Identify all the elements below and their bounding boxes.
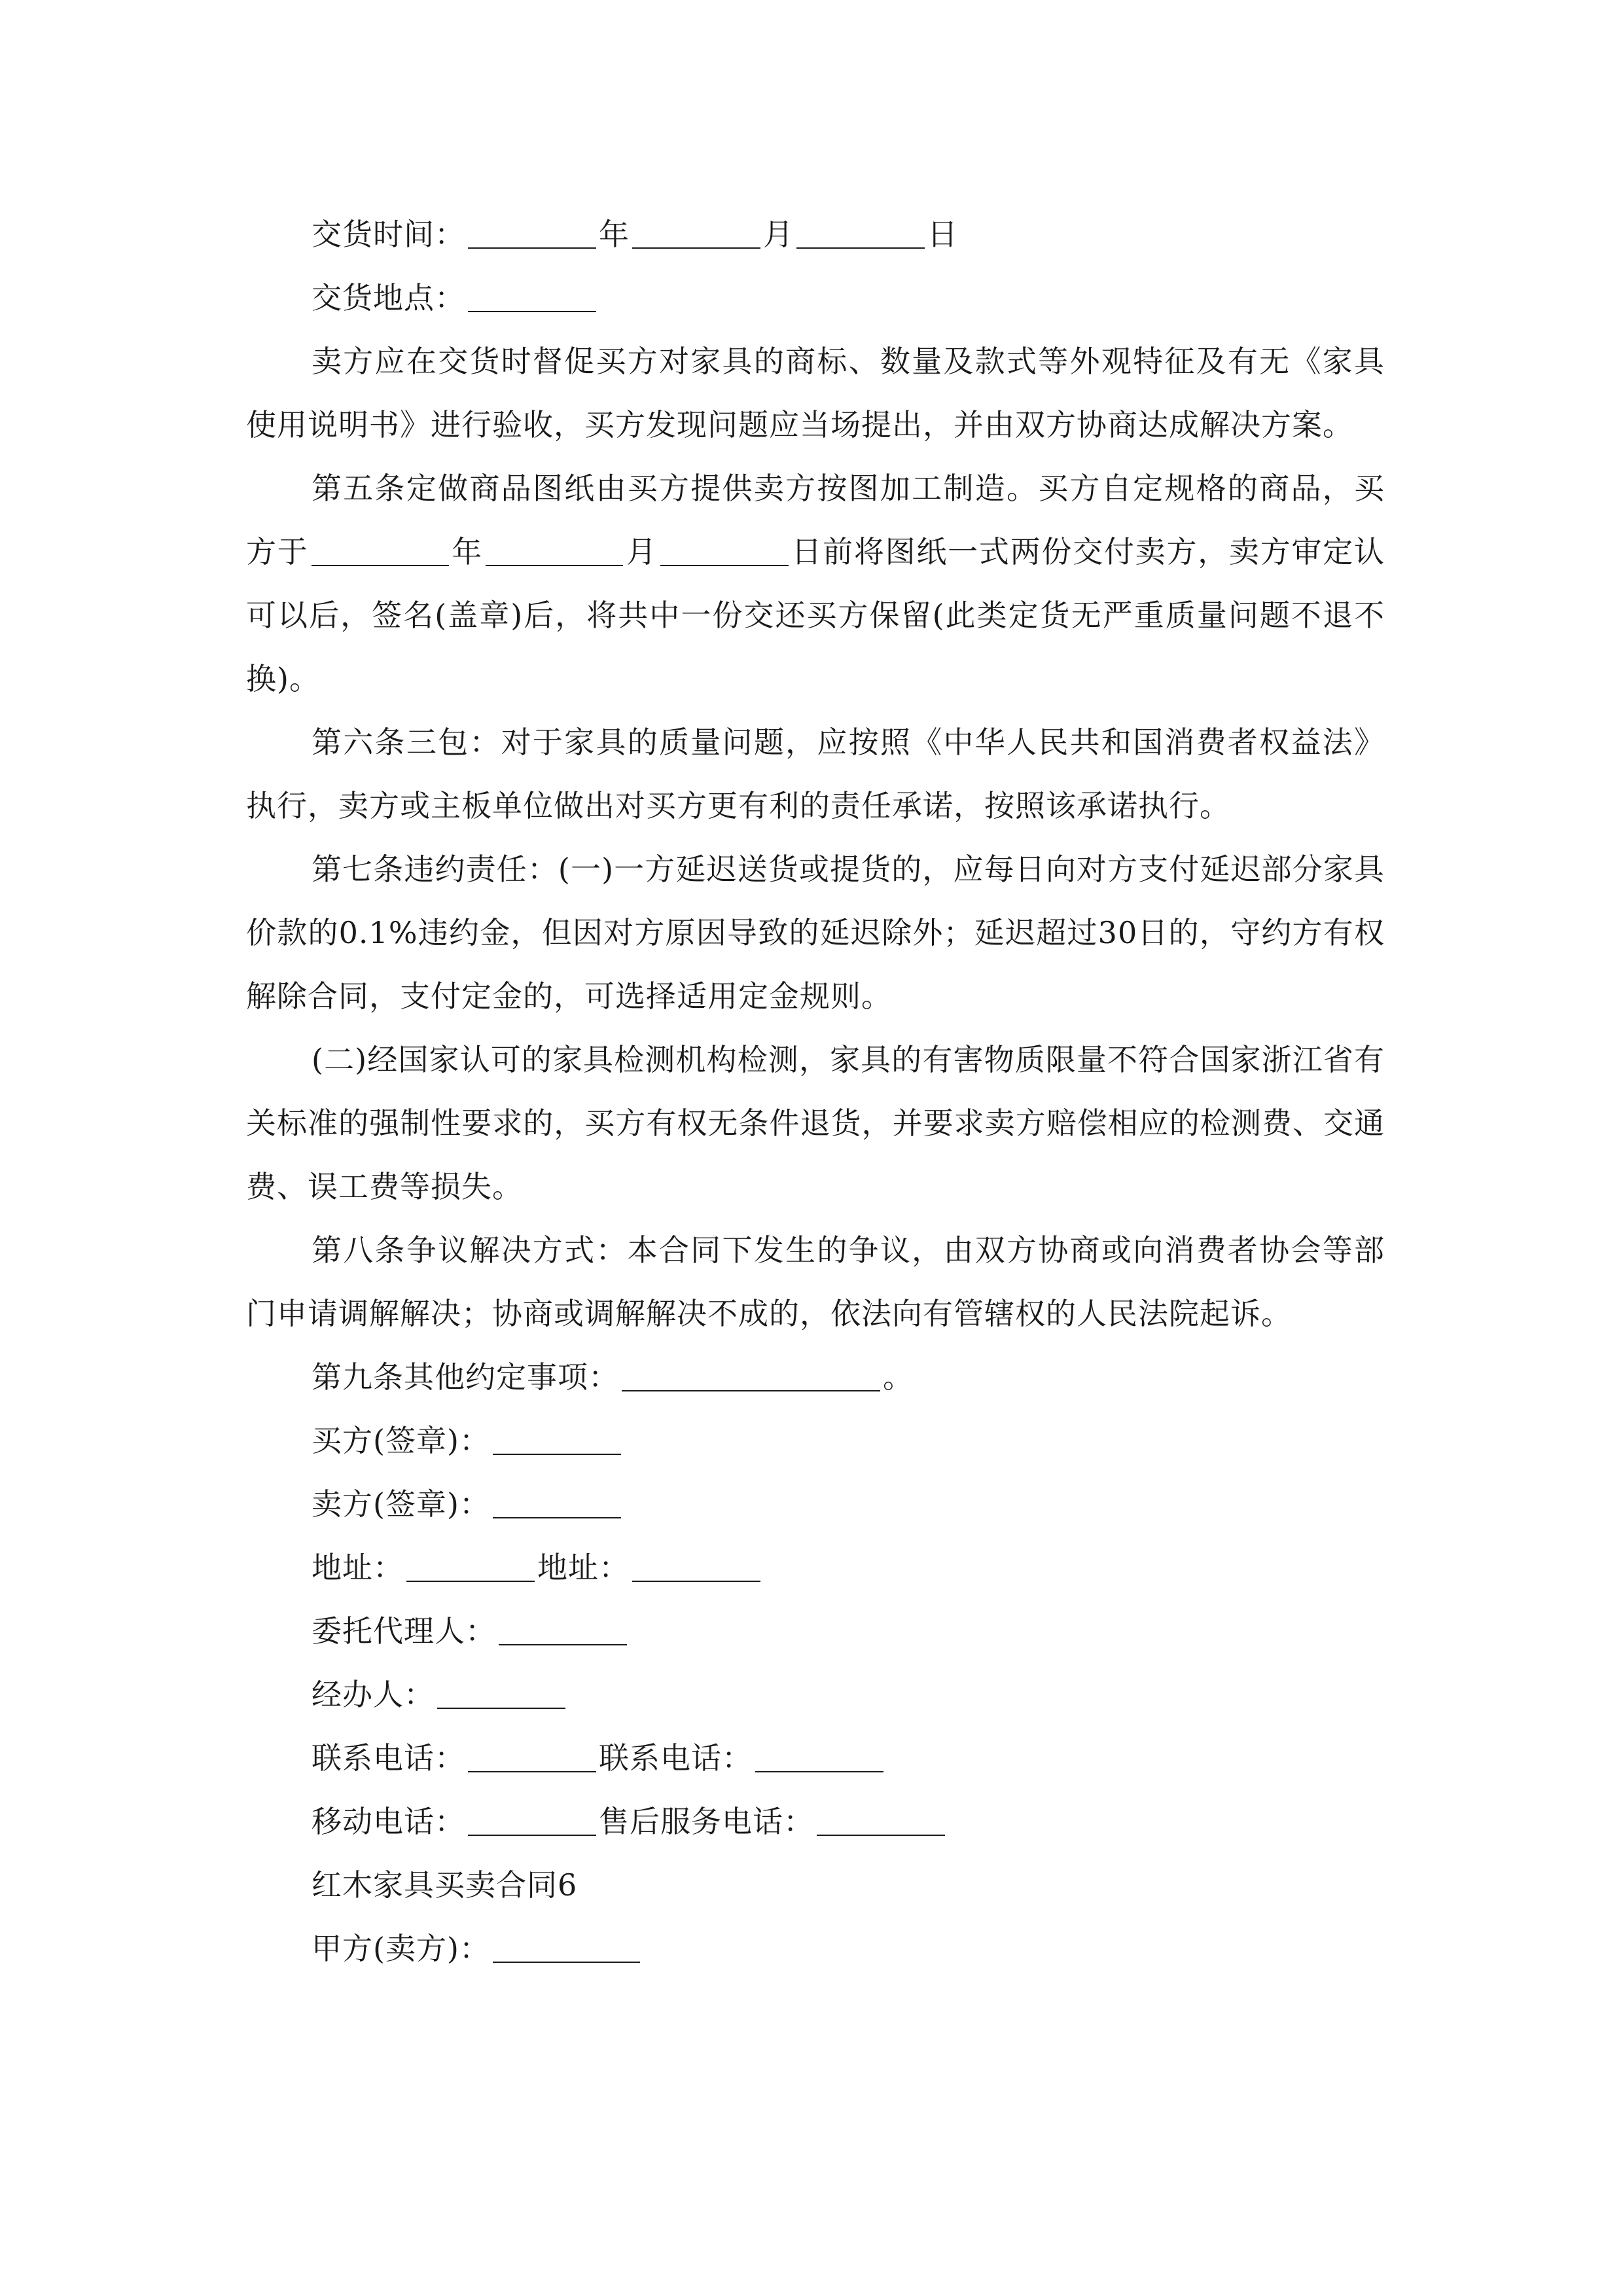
buyer-sign-line xyxy=(246,1409,1385,1473)
after-sales-phone-label: 售后服务电话： xyxy=(599,1804,814,1839)
phone-label-1: 联系电话： xyxy=(312,1740,465,1776)
agent-label: 委托代理人： xyxy=(312,1613,496,1649)
address-label-2: 地址： xyxy=(537,1550,630,1585)
blank-field xyxy=(499,1610,627,1645)
mobile-line xyxy=(246,1790,1385,1854)
mobile-label: 移动电话： xyxy=(312,1804,465,1839)
address-label-1: 地址： xyxy=(312,1550,404,1585)
blank-field xyxy=(468,277,596,312)
article-9-line xyxy=(246,1346,1385,1409)
phone-label-2: 联系电话： xyxy=(599,1740,753,1776)
delivery-place-label: 交货地点： xyxy=(312,280,465,315)
blank-field xyxy=(493,1483,621,1518)
year-label: 年 xyxy=(451,534,484,569)
article-9-label: 第九条其他约定事项： xyxy=(312,1359,619,1395)
blank-field xyxy=(493,1928,640,1963)
blank-field xyxy=(437,1674,565,1709)
article-5-text-2: 日前将图纸一式两份交付卖方，卖方审定认可以后，签名(盖章)后，将共中一份交还买方保留(此类定货无严重质量问题不退不换)。 xyxy=(246,534,1385,696)
blank-field xyxy=(406,1547,535,1582)
blank-field xyxy=(622,1356,880,1391)
party-a-label: 甲方(卖方)： xyxy=(312,1931,490,1966)
article-5-paragraph xyxy=(246,457,1385,711)
handler-label: 经办人： xyxy=(312,1677,435,1712)
blank-field xyxy=(468,1737,596,1772)
blank-field xyxy=(468,1801,596,1836)
delivery-time-label: 交货时间： xyxy=(312,217,465,252)
blank-field xyxy=(493,1420,621,1455)
blank-field xyxy=(817,1801,945,1836)
day-label: 日 xyxy=(927,217,958,252)
blank-field xyxy=(660,531,789,566)
party-a-line xyxy=(246,1917,1385,1981)
next-contract-title: 红木家具买卖合同6 xyxy=(312,1867,578,1903)
month-label: 月 xyxy=(626,534,658,569)
seller-sign-label: 卖方(签章)： xyxy=(312,1486,490,1522)
address-line xyxy=(246,1536,1385,1600)
article-8-paragraph: 第八条争议解决方式：本合同下发生的争议，由双方协商或向消费者协会等部门申请调解解决；协商或调解解决不成的，依法向有管辖权的人民法院起诉。 xyxy=(246,1232,1385,1331)
blank-field xyxy=(632,1547,760,1582)
buyer-sign-label: 买方(签章)： xyxy=(312,1423,490,1458)
seller-sign-line xyxy=(246,1473,1385,1536)
year-label: 年 xyxy=(599,217,630,252)
article-6-paragraph: 第六条三包：对于家具的质量问题，应按照《中华人民共和国消费者权益法》执行，卖方或主板单位做出对买方更有利的责任承诺，按照该承诺执行。 xyxy=(246,725,1385,823)
blank-field xyxy=(796,213,925,249)
blank-field xyxy=(632,213,760,249)
article-5-text-1: 第五条定做商品图纸由买方提供卖方按图加工制造。买方自定规格的商品，买方于 xyxy=(246,471,1385,569)
delivery-time-line xyxy=(246,203,1385,266)
month-label: 月 xyxy=(763,217,794,252)
document-body xyxy=(246,203,1385,1981)
article-7-paragraph: 第七条违约责任：(一)一方延迟送货或提货的，应每日向对方支付延迟部分家具价款的0.1%违约金，但因对方原因导致的延迟除外；延迟超过30日的，守约方有权解除合同，支付定金的，可选择适用定金规则。 xyxy=(246,852,1385,1014)
handler-line xyxy=(246,1663,1385,1727)
inspection-paragraph: 卖方应在交货时督促买方对家具的商标、数量及款式等外观特征及有无《家具使用说明书》进行验收，买方发现问题应当场提出，并由双方协商达成解决方案。 xyxy=(246,344,1385,442)
delivery-place-line xyxy=(246,266,1385,330)
article-9-end: 。 xyxy=(883,1359,914,1395)
agent-line xyxy=(246,1600,1385,1663)
blank-field xyxy=(486,531,623,566)
blank-field xyxy=(755,1737,883,1772)
blank-field xyxy=(468,213,596,249)
phone-line xyxy=(246,1727,1385,1790)
blank-field xyxy=(312,531,449,566)
article-7-item-2-paragraph: (二)经国家认可的家具检测机构检测，家具的有害物质限量不符合国家浙江省有关标准的强制性要求的，买方有权无条件退货，并要求卖方赔偿相应的检测费、交通费、误工费等损失。 xyxy=(246,1042,1385,1204)
